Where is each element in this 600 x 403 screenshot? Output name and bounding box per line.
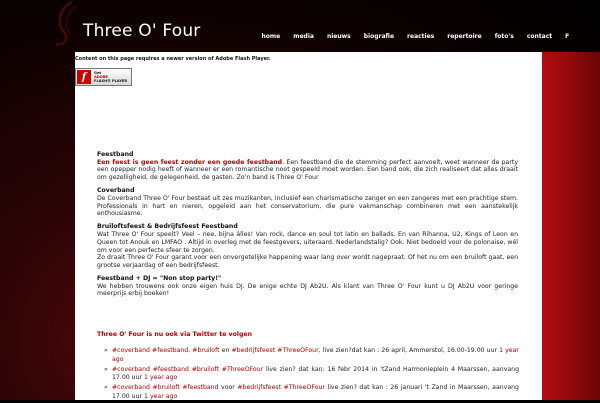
tweet-text: voor <box>218 384 238 391</box>
tweet-item <box>104 347 519 364</box>
tweet-text: live zien? dat kan : 26 januari 't Zand in Maarssen, aanvang 17.00 uur <box>112 384 519 400</box>
main-text <box>97 151 518 304</box>
nav-fotos[interactable]: foto's <box>494 33 514 40</box>
bruiloft-body-2: Zo draait Three O' Four garant voor een onvergetelijke happening waar lang over wordt nagepraat. Of het nu om een bruiloft gaat, een grootse verjaardag of een bedrijfsfeest. <box>97 254 518 269</box>
tweet-hashtags[interactable]: #coverband #feestband, #bruiloft <box>112 347 220 354</box>
flash-badge-text: Get ADOBE FLASH® PLAYER <box>94 71 128 83</box>
logo-swirl-icon <box>52 0 82 48</box>
section-bruiloft <box>97 223 518 269</box>
top-navigation <box>255 33 576 45</box>
tweet-hashtags[interactable]: #coverband #bruiloft #feestband <box>112 384 219 391</box>
bullet-icon: » <box>104 347 108 354</box>
tweet-list <box>104 347 519 403</box>
nav-media[interactable]: media <box>293 33 314 40</box>
nav-repertoire[interactable]: repertoire <box>447 33 482 40</box>
nav-contact[interactable]: contact <box>526 33 553 40</box>
nav-nieuws[interactable]: nieuws <box>326 33 351 40</box>
heading-feestband: Feestband <box>97 151 134 158</box>
bruiloft-body: Wat Three O' Four speelt? Veel – nee, bijna álles! Van rock, dance en soul tot latin en ballads. En van Rihanna, U2, Kings of Leon en Queen tot Anouk en LMFAO . Altijd in overleg met de feestgevers, uiteraard. Nederlandstalig? Ook. Niet bedoeld voor de polonaise, wél om voor een perfecte sfeer te zorgen. <box>97 231 518 254</box>
site-title[interactable]: Three O' Four <box>83 21 201 41</box>
bullet-icon: » <box>104 384 108 391</box>
tweet-item <box>104 384 519 401</box>
flash-notice: Content on this page requires a newer version of Adobe Flash Player. <box>75 56 271 62</box>
tweet-hashtags[interactable]: #bedrijfsfeest #ThreeOFour <box>237 384 325 391</box>
section-feestband <box>97 151 518 182</box>
tweet-text: live zien? dat kan: 16 febr 2014 in 'tZand Harmonieplein 4 Maarssen, aanvang 17.00 uur <box>112 365 519 381</box>
feestband-highlight: Een feest is geen feest zonder een goede feestband <box>97 158 283 166</box>
tweet-item <box>104 366 519 383</box>
get-flash-player-button[interactable] <box>75 68 132 86</box>
heading-bruiloft: Bruiloftsfeest & Bedrijfsfeest Feestband <box>97 223 238 231</box>
section-coverband <box>97 187 518 218</box>
tweet-text: en <box>219 347 232 354</box>
tweet-text: live zien?dat kan : 26 april, Ammerstol, 16.00-19.00 uur <box>320 347 500 354</box>
coverband-body: De Coverband Three O' Four bestaat uit zes muzikanten, inclusief een charismatische zanger en een zangeres met een prachtige stem. Professionals in hart en nieren, opgeleid aan het conservatorium, die pure vakmanschap combineren met een aanstekelijk enthousiasme. <box>97 194 518 218</box>
flash-logo-icon: f <box>77 70 91 84</box>
nav-biografie[interactable]: biografie <box>363 33 395 40</box>
heading-dj: Feestband + DJ = "Non stop party!" <box>97 275 222 283</box>
nav-reacties[interactable]: reacties <box>407 33 435 40</box>
tweet-hashtags[interactable]: #bedrijfsfeest #ThreeOFour, <box>231 347 321 354</box>
tweet-hashtags[interactable]: #coverband #feestband #bruiloft #ThreeOFour <box>112 365 264 373</box>
dj-body: We hebben trouwens ook onze eigen huis DJ. De enige echte DJ Ab2U. Als klant van Three O' Four kunt u DJ Ab2U voor geringe meerprijs erbij boeken! <box>97 282 518 298</box>
side-panel <box>542 52 600 400</box>
bullet-icon: » <box>104 365 108 373</box>
nav-facebook[interactable]: F <box>565 33 570 40</box>
nav-home[interactable]: home <box>261 33 281 40</box>
feestband-body: . Een feestband die de stemming perfect aanvoelt, weet wanneer de party een opepper nodig heeft of wanneer er een romantische noot gespeeld moet worden. Een band ook, die zich realiseert dat alles draait om gezelligheid, de gelegenheid, de gasten. Zo'n band is Three O' Four <box>97 158 518 182</box>
section-dj <box>97 275 518 298</box>
tweet-time-link[interactable]: 1 year ago <box>144 392 178 400</box>
tweet-time-link[interactable]: 1 year ago <box>112 347 519 363</box>
twitter-title: Three O' Four is nu ook via Twitter te volgen <box>97 331 252 338</box>
heading-coverband: Coverband <box>97 187 135 195</box>
tweet-time-link[interactable]: 1 year ago <box>144 374 178 381</box>
